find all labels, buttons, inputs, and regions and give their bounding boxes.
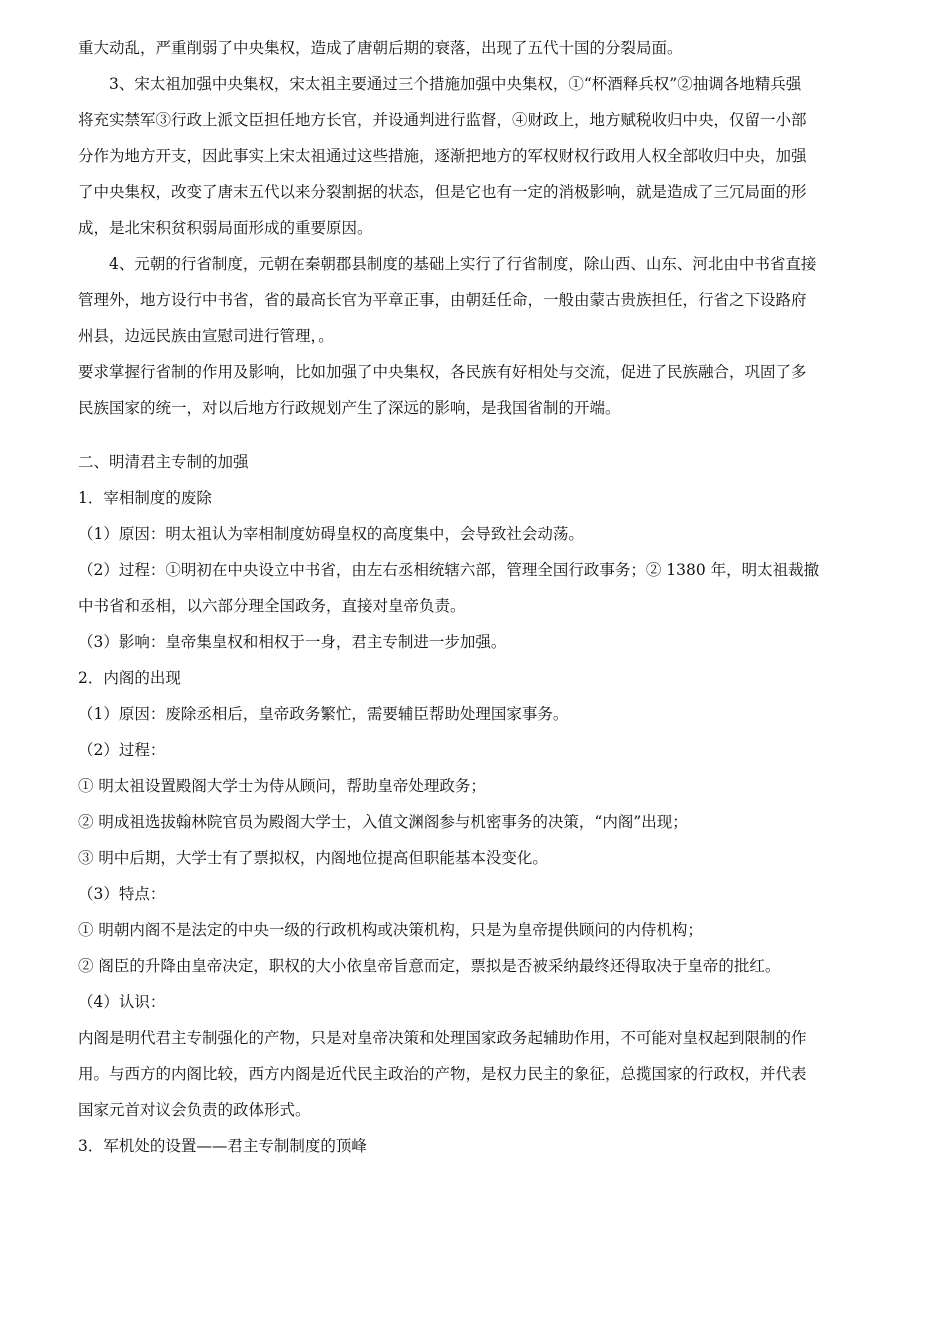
subsection-heading: 2．内阁的出现 <box>78 669 181 687</box>
paragraph-line: 要求掌握行省制的作用及影响，比如加强了中央集权，各民族有好相处与交流，促进了民族融合，巩固了多 <box>78 363 807 381</box>
paragraph-line: 用。与西方的内阁比较，西方内阁是近代民主政治的产物，是权力民主的象征，总揽国家的行政权，并代表 <box>78 1065 807 1083</box>
paragraph-line: （2）过程： <box>78 741 166 759</box>
paragraph-line: 4、元朝的行省制度，元朝在秦朝郡县制度的基础上实行了行省制度，除山西、山东、河北由中书省直接 <box>109 255 817 273</box>
paragraph-line: 国家元首对议会负责的政体形式。 <box>78 1101 311 1119</box>
list-item: ① 明太祖设置殿阁大学士为侍从顾问，帮助皇帝处理政务； <box>78 777 486 795</box>
section-heading: 二、明清君主专制的加强 <box>78 453 249 471</box>
list-item: ① 明朝内阁不是法定的中央一级的行政机构或决策机构，只是为皇帝提供顾问的内侍机构； <box>78 921 703 939</box>
paragraph-line: 将充实禁军③行政上派文臣担任地方长官，并设通判进行监督，④财政上，地方赋税收归中央，仅留一小部 <box>78 111 807 129</box>
paragraph-line: 中书省和丞相，以六部分理全国政务，直接对皇帝负责。 <box>78 597 466 615</box>
document-page <box>78 30 878 1164</box>
paragraph-line: （3）影响：皇帝集皇权和相权于一身，君主专制进一步加强。 <box>78 633 507 651</box>
paragraph-line: （2）过程：①明初在中央设立中书省，由左右丞相统辖六部，管理全国行政事务；② 1380 年，明太祖裁撤 <box>78 561 820 579</box>
subsection-heading: 3．军机处的设置——君主专制制度的顶峰 <box>78 1137 367 1155</box>
paragraph-line: 民族国家的统一，对以后地方行政规划产生了深远的影响，是我国省制的开端。 <box>78 399 621 417</box>
paragraph-line: 州县，边远民族由宣慰司进行管理，。 <box>78 327 334 345</box>
paragraph-line: 内阁是明代君主专制强化的产物，只是对皇帝决策和处理国家政务起辅助作用，不可能对皇权起到限制的作 <box>78 1029 807 1047</box>
section-gap <box>78 426 878 444</box>
list-item: ② 阁臣的升降由皇帝决定，职权的大小依皇帝旨意而定，票拟是否被采纳最终还得取决于皇帝的批红。 <box>78 957 781 975</box>
list-item: ② 明成祖选拔翰林院官员为殿阁大学士，入值文渊阁参与机密事务的决策，“内阁”出现； <box>78 813 688 831</box>
list-item: ③ 明中后期，大学士有了票拟权，内阁地位提高但职能基本没变化。 <box>78 849 548 867</box>
paragraph-line: （3）特点： <box>78 885 166 903</box>
paragraph-line: 了中央集权，改变了唐末五代以来分裂割据的状态，但是它也有一定的消极影响，就是造成了三冗局面的形 <box>78 183 807 201</box>
paragraph-line: 分作为地方开支，因此事实上宋太祖通过这些措施，逐渐把地方的军权财权行政用人权全部收归中央，加强 <box>78 147 807 165</box>
paragraph-line: （1）原因：明太祖认为宰相制度妨碍皇权的高度集中，会导致社会动荡。 <box>78 525 584 543</box>
paragraph-line: 3、宋太祖加强中央集权，宋太祖主要通过三个措施加强中央集权，①“杯酒释兵权”②抽调各地精兵强 <box>109 75 802 93</box>
paragraph-line: 管理外，地方设行中书省，省的最高长官为平章正事，由朝廷任命，一般由蒙古贵族担任，行省之下设路府 <box>78 291 807 309</box>
subsection-heading: 1．宰相制度的废除 <box>78 489 212 507</box>
paragraph-line: 重大动乱，严重削弱了中央集权，造成了唐朝后期的衰落，出现了五代十国的分裂局面。 <box>78 39 683 57</box>
paragraph-line: （1）原因：废除丞相后，皇帝政务繁忙，需要辅臣帮助处理国家事务。 <box>78 705 569 723</box>
paragraph-line: （4）认识： <box>78 993 166 1011</box>
paragraph-line: 成，是北宋积贫积弱局面形成的重要原因。 <box>78 219 373 237</box>
